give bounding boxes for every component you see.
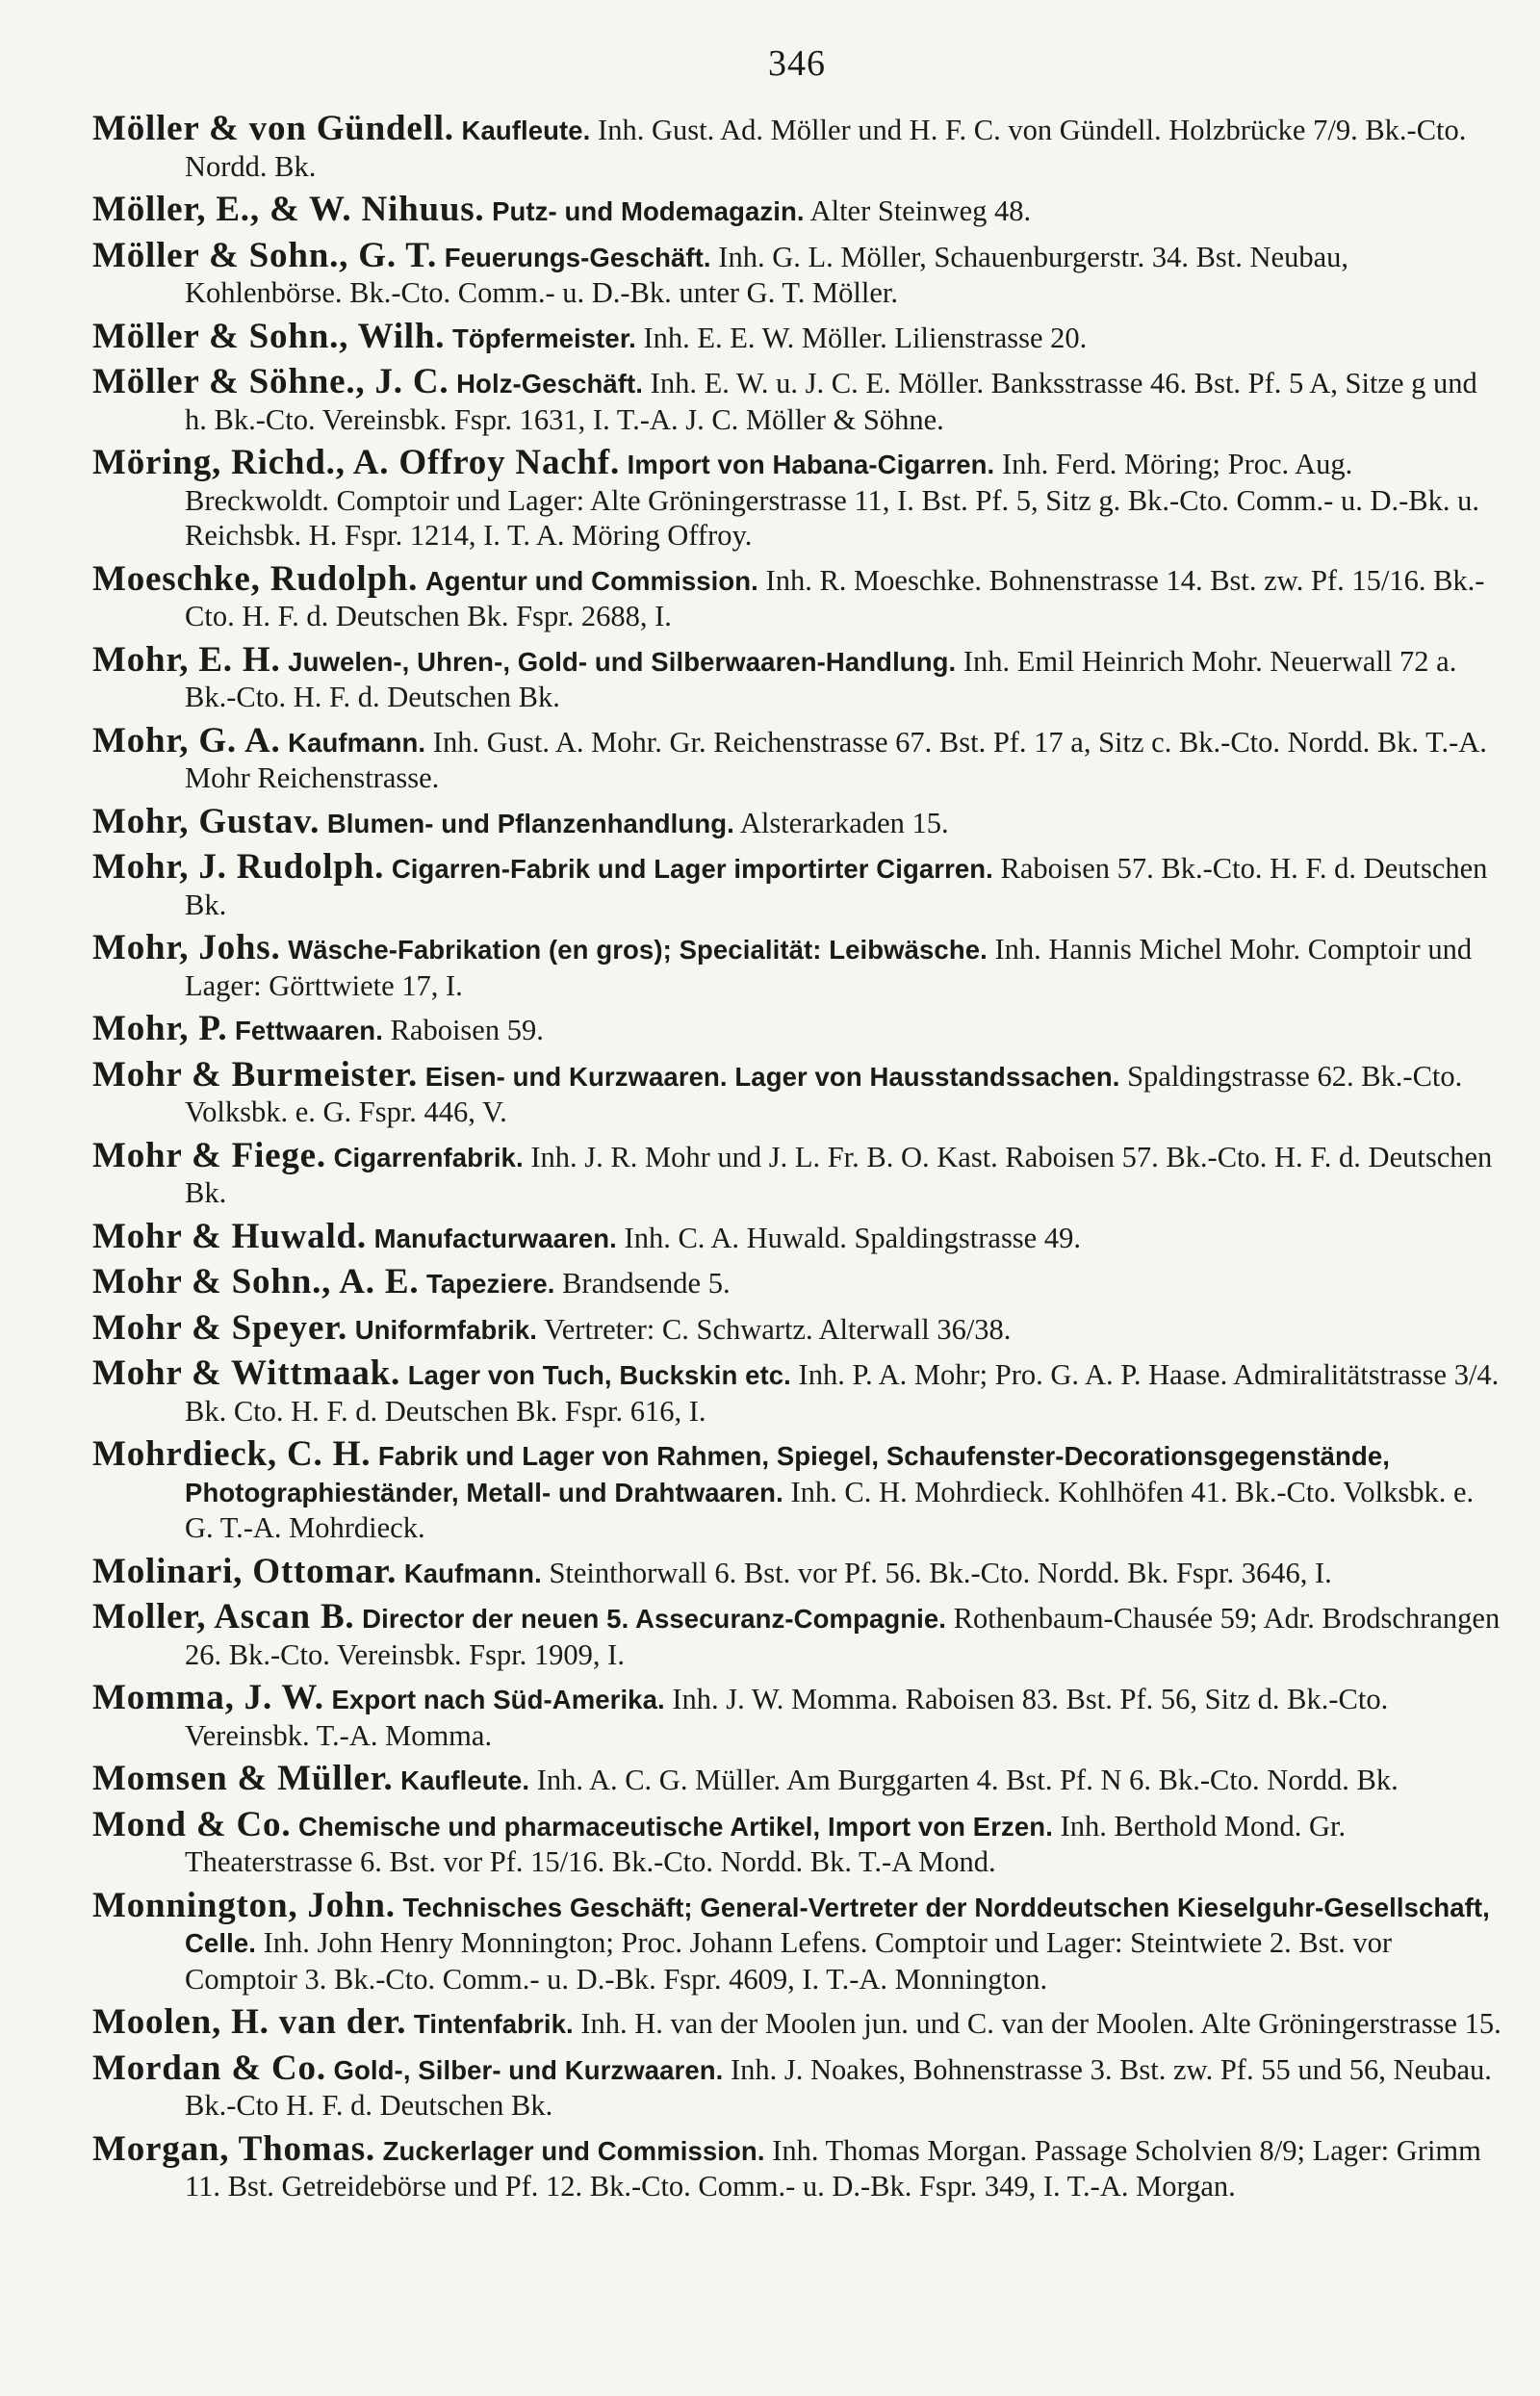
- entry-detail: Inh. E. E. W. Möller. Lilienstrasse 20.: [643, 321, 1088, 354]
- entry-name: Mohr, Gustav.: [92, 801, 321, 841]
- entry-detail: Inh. John Henry Monnington; Proc. Johann Lefens. Comptoir und Lager: Steintwiete 2. Bst. vor Comptoir 3. Bk.-Cto. Comm.- u. D.-Bk. Fspr. 4609, I. T.-A. Monnington.: [185, 1926, 1393, 1996]
- entry-detail: Inh. A. C. G. Müller. Am Burggarten 4. Bst. Pf. N 6. Bk.-Cto. Nordd. Bk.: [536, 1764, 1399, 1796]
- directory-entry: [92, 443, 1502, 554]
- entry-detail: Inh. Hannis Michel Mohr. Comptoir und Lager: Görttwiete 17, I.: [185, 933, 1473, 1002]
- entry-name: Mordan & Co.: [92, 2048, 326, 2088]
- entry-detail: Inh. P. A. Mohr; Pro. G. A. P. Haase. Admiralitätstrasse 3/4. Bk. Cto. H. F. d. Deutschen Bk. Fspr. 616, I.: [185, 1358, 1500, 1428]
- entry-trade: Putz- und Modemagazin.: [492, 196, 805, 226]
- entry-trade: Fabrik und Lager von Rahmen, Spiegel, Schaufenster-Decorationsgegenstände, Photographieständer, Metall- und Drahtwaaren.: [185, 1441, 1390, 1507]
- entry-name: Mohr & Huwald.: [92, 1216, 367, 1256]
- entry-trade: Chemische und pharmaceutische Artikel, Import von Erzen.: [298, 1811, 1053, 1842]
- entry-detail: Inh. Thomas Morgan. Passage Scholvien 8/9; Lager: Grimm 11. Bst. Getreidebörse und Pf. 12. Bk.-Cto. Comm.- u. D.-Bk. Fspr. 349, I. T.-A. Morgan.: [185, 2133, 1481, 2203]
- entry-name: Monnington, John.: [92, 1885, 396, 1925]
- entry-name: Möller & Söhne., J. C.: [92, 362, 449, 401]
- entry-trade: Zuckerlager und Commission.: [382, 2135, 765, 2166]
- entry-trade: Fettwaaren.: [235, 1016, 383, 1045]
- entry-name: Mohr & Speyer.: [92, 1307, 348, 1348]
- directory-entry: [92, 1759, 1502, 1799]
- entry-detail: Steinthorwall 6. Bst. vor Pf. 56. Bk.-Cto. Nordd. Bk. Fspr. 3646, I.: [549, 1556, 1332, 1589]
- entry-name: Mohr & Burmeister.: [92, 1054, 419, 1095]
- entry-detail: Raboisen 59.: [390, 1014, 544, 1046]
- directory-entry: [92, 1353, 1502, 1429]
- entry-trade: Tintenfabrik.: [413, 2009, 574, 2039]
- entry-name: Momma, J. W.: [92, 1678, 324, 1717]
- entry-name: Möring, Richd., A. Offroy Nachf.: [92, 443, 621, 482]
- entry-trade: Export nach Süd-Amerika.: [331, 1685, 665, 1714]
- directory-entry: [92, 235, 1502, 311]
- entry-trade: Kaufmann.: [288, 727, 426, 758]
- directory-entry: [92, 1216, 1502, 1257]
- entry-name: Mohr & Fiege.: [92, 1135, 326, 1175]
- entry-name: Momsen & Müller.: [92, 1759, 394, 1798]
- entry-name: Möller & Sohn., Wilh.: [92, 316, 446, 356]
- directory-entry: [92, 2128, 1502, 2204]
- directory-entry: [92, 1804, 1502, 1880]
- directory-entry: [92, 1551, 1502, 1592]
- entry-name: Mohr, Johs.: [92, 928, 281, 967]
- directory-entry: [92, 558, 1502, 634]
- directory-entry: [92, 1054, 1502, 1130]
- entry-trade: Gold-, Silber- und Kurzwaaren.: [333, 2054, 724, 2085]
- entry-trade: Cigarren-Fabrik und Lager importirter Cigarren.: [391, 854, 993, 884]
- entry-detail: Spaldingstrasse 62. Bk.-Cto. Volksbk. e. G. Fspr. 446, V.: [185, 1059, 1463, 1128]
- entry-name: Möller & Sohn., G. T.: [92, 235, 438, 275]
- entry-name: Mohr, G. A.: [92, 720, 281, 760]
- entry-detail: Inh. E. W. u. J. C. E. Möller. Banksstrasse 46. Bst. Pf. 5 A, Sitze g und h. Bk.-Cto. Vereinsbk. Fspr. 1631, I. T.-A. J. C. Möller & Söhne.: [185, 367, 1477, 436]
- entry-name: Mohr & Sohn., A. E.: [92, 1262, 420, 1301]
- entry-trade: Manufacturwaaren.: [373, 1223, 617, 1253]
- entry-name: Mond & Co.: [92, 1804, 292, 1844]
- entry-trade: Wäsche-Fabrikation (en gros); Specialität: Leibwäsche.: [288, 935, 988, 965]
- entry-name: Mohr & Wittmaak.: [92, 1353, 401, 1393]
- directory-entry: [92, 639, 1502, 715]
- entry-detail: Inh. H. van der Moolen jun. und C. van der Moolen. Alte Gröningerstrasse 15.: [580, 2007, 1502, 2040]
- entry-detail: Inh. C. H. Mohrdieck. Kohlhöfen 41. Bk.-Cto. Volksbk. e. G. T.-A. Mohrdieck.: [185, 1475, 1475, 1544]
- directory-entry: [92, 1009, 1502, 1049]
- entry-detail: Inh. C. A. Huwald. Spaldingstrasse 49.: [624, 1221, 1081, 1254]
- entry-trade: Import von Habana-Cigarren.: [627, 450, 995, 479]
- entry-detail: Inh. G. L. Möller, Schauenburgerstr. 34. Bst. Neubau, Kohlenbörse. Bk.-Cto. Comm.- u. D.-Bk. unter G. T. Möller.: [185, 240, 1348, 309]
- entry-name: Mohr, P.: [92, 1009, 228, 1048]
- entry-trade: Töpfermeister.: [451, 322, 636, 353]
- directory-entry: [92, 109, 1502, 184]
- entry-trade: Blumen- und Pflanzenhandlung.: [326, 808, 734, 838]
- directory-entry: [92, 1678, 1502, 1753]
- directory-entry: [92, 1885, 1502, 1997]
- directory-entry: [92, 1135, 1502, 1211]
- entry-trade: Kaufleute.: [461, 116, 591, 145]
- entry-trade: Feuerungs-Geschäft.: [444, 242, 711, 272]
- page-number: 346: [768, 43, 826, 84]
- directory-entry: [92, 1434, 1502, 1546]
- entry-detail: Inh. Berthold Mond. Gr. Theaterstrasse 6. Bst. vor Pf. 15/16. Bk.-Cto. Nordd. Bk. T.-A Mond.: [185, 1809, 1347, 1878]
- directory-entry: [92, 316, 1502, 357]
- entry-detail: Alter Steinweg 48.: [809, 194, 1032, 227]
- entry-detail: Rothenbaum-Chausée 59; Adr. Brodschrangen 26. Bk.-Cto. Vereinsbk. Fspr. 1909, I.: [185, 1602, 1501, 1671]
- entry-name: Morgan, Thomas.: [92, 2128, 375, 2169]
- entry-detail: Vertreter: C. Schwartz. Alterwall 36/38.: [544, 1312, 1012, 1346]
- entry-trade: Eisen- und Kurzwaaren. Lager von Hausstandssachen.: [424, 1061, 1120, 1092]
- entry-detail: Raboisen 57. Bk.-Cto. H. F. d. Deutschen Bk.: [185, 852, 1488, 921]
- entry-name: Möller & von Gündell.: [92, 109, 454, 148]
- directory-entry: [92, 801, 1502, 842]
- entry-trade: Kaufleute.: [400, 1765, 530, 1795]
- directory-entries: [92, 109, 1502, 2204]
- entry-detail: Inh. J. W. Momma. Raboisen 83. Bst. Pf. 56, Sitz d. Bk.-Cto. Vereinsbk. T.-A. Momma.: [185, 1683, 1389, 1752]
- entry-name: Möller, E., & W. Nihuus.: [92, 190, 485, 229]
- directory-entry: [92, 362, 1502, 437]
- directory-entry: [92, 847, 1502, 922]
- entry-detail: Inh. Gust. A. Mohr. Gr. Reichenstrasse 67. Bst. Pf. 17 a, Sitz c. Bk.-Cto. Nordd. Bk. T.-A. Mohr Reichenstrasse.: [185, 725, 1487, 794]
- directory-entry: [92, 1307, 1502, 1349]
- entry-name: Mohr, J. Rudolph.: [92, 847, 385, 887]
- entry-detail: Inh. Gust. Ad. Möller und H. F. C. von Gündell. Holzbrücke 7/9. Bk.-Cto. Nordd. Bk.: [185, 114, 1467, 183]
- entry-trade: Technisches Geschäft; General-Vertreter der Norddeutschen Kieselguhr-Gesellschaft, Celle.: [185, 1892, 1490, 1958]
- entry-trade: Uniformfabrik.: [354, 1314, 538, 1345]
- entry-detail: Inh. J. Noakes, Bohnenstrasse 3. Bst. zw. Pf. 55 und 56, Neubau. Bk.-Cto H. F. d. Deutschen Bk.: [185, 2052, 1492, 2122]
- entry-name: Mohr, E. H.: [92, 639, 281, 680]
- directory-entry: [92, 928, 1502, 1003]
- entry-detail: Alsterarkaden 15.: [739, 806, 949, 839]
- entry-trade: Tapeziere.: [426, 1269, 555, 1299]
- entry-name: Molinari, Ottomar.: [92, 1551, 398, 1591]
- entry-name: Mohrdieck, C. H.: [92, 1434, 372, 1474]
- entry-detail: Brandsende 5.: [562, 1267, 731, 1300]
- entry-name: Moller, Ascan B.: [92, 1597, 355, 1636]
- entry-trade: Cigarrenfabrik.: [333, 1142, 524, 1172]
- directory-entry: [92, 2002, 1502, 2043]
- directory-entry: [92, 1262, 1502, 1302]
- entry-name: Moolen, H. van der.: [92, 2002, 407, 2042]
- entry-detail: Inh. Ferd. Möring; Proc. Aug. Breckwoldt. Comptoir und Lager: Alte Gröningerstrasse 11, I. Bst. Pf. 5, Sitz g. Bk.-Cto. Comm.- u. D.-Bk. u. Reichsbk. H. Fspr. 1214, I. T. A. Möring Offroy.: [185, 448, 1479, 552]
- directory-entry: [92, 2048, 1502, 2124]
- entry-detail: Inh. R. Moeschke. Bohnenstrasse 14. Bst. zw. Pf. 15/16. Bk.-Cto. H. F. d. Deutschen Bk. Fspr. 2688, I.: [185, 563, 1485, 632]
- directory-entry: [92, 190, 1502, 230]
- entry-name: Moeschke, Rudolph.: [92, 558, 419, 599]
- entry-trade: Kaufmann.: [403, 1558, 542, 1588]
- entry-trade: Agentur und Commission.: [424, 565, 758, 596]
- entry-detail: Inh. J. R. Mohr und J. L. Fr. B. O. Kast. Raboisen 57. Bk.-Cto. H. F. d. Deutschen Bk.: [185, 1140, 1493, 1209]
- directory-entry: [92, 1597, 1502, 1672]
- entry-trade: Holz-Geschäft.: [456, 369, 644, 399]
- entry-detail: Inh. Emil Heinrich Mohr. Neuerwall 72 a. Bk.-Cto. H. F. d. Deutschen Bk.: [185, 644, 1457, 713]
- entry-trade: Lager von Tuch, Buckskin etc.: [407, 1360, 791, 1390]
- directory-entry: [92, 720, 1502, 796]
- entry-trade: Director der neuen 5. Assecuranz-Compagnie.: [362, 1604, 947, 1634]
- entry-trade: Juwelen-, Uhren-, Gold- und Silberwaaren-Handlung.: [288, 646, 957, 677]
